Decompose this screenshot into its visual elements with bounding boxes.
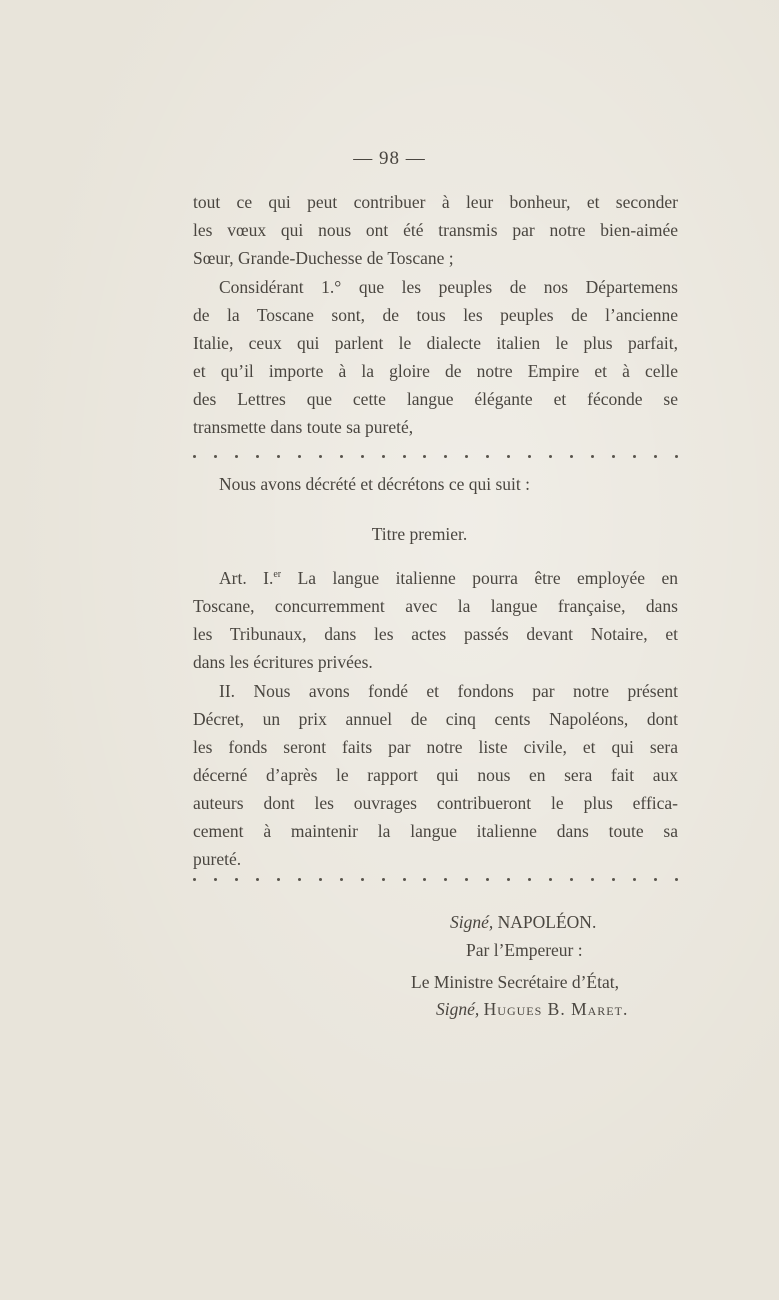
text-line: des Lettres que cette langue élégante et féconde se — [193, 389, 678, 409]
text-line: cement à maintenir la langue italienne dans toute sa — [193, 821, 678, 841]
signe-label: Signé, — [450, 912, 494, 932]
text-line: les Tribunaux, dans les actes passés devant Notaire, et — [193, 624, 678, 644]
par-lempereur: Par l’Empereur : — [466, 940, 583, 960]
text-line: et qu’il importe à la gloire de notre Empire et à celle — [193, 361, 678, 381]
text-line: décerné d’après le rapport qui nous en sera fait aux — [193, 765, 678, 785]
signatory-name: Hugues B. Maret. — [483, 999, 629, 1019]
text-line: de la Toscane sont, de tous les peuples de l’ancienne — [193, 305, 678, 325]
text-line: auteurs dont les ouvrages contribueront le plus effica- — [193, 793, 678, 813]
signature-napoleon — [450, 912, 596, 933]
text-line: dans les écritures privées. — [193, 652, 373, 672]
text-line: les vœux qui nous ont été transmis par notre bien-aimée — [193, 220, 678, 240]
text-line: La langue italienne pourra être employée en — [281, 568, 679, 588]
signe-label: Signé, — [436, 999, 480, 1019]
text-line: Nous avons décrété et décrétons ce qui suit : — [219, 474, 531, 494]
decree-statement — [193, 470, 678, 498]
text-line: Sœur, Grande-Duchesse de Toscane ; — [193, 248, 454, 268]
article-1 — [193, 564, 678, 676]
article-label-sup: er — [273, 569, 282, 581]
text-line: Toscane, concurremment avec la langue française, dans — [193, 596, 678, 616]
ministre-line: Le Ministre Secrétaire d’État, — [411, 972, 619, 992]
text-line: Considérant 1.° que les peuples de nos Départemens — [219, 277, 678, 297]
section-title: Titre premier. — [371, 524, 468, 544]
text-line: les fonds seront faits par notre liste civile, et qui sera — [193, 737, 678, 757]
text-line: tout ce qui peut contribuer à leur bonheur, et seconder — [193, 192, 678, 212]
paragraph-intro — [193, 188, 678, 272]
article-1-first-line — [193, 564, 678, 592]
text-line: Italie, ceux qui parlent le dialecte italien le plus parfait, — [193, 333, 678, 353]
paragraph-considerant — [193, 273, 678, 441]
article-label: Art. I. — [219, 568, 274, 588]
text-line: Décret, un prix annuel de cinq cents Napoléons, dont — [193, 709, 678, 729]
dotted-separator — [193, 878, 678, 881]
signature-maret — [436, 999, 628, 1020]
dotted-separator — [193, 455, 678, 458]
page-number: — 98 — — [353, 148, 426, 169]
text-line: II. Nous avons fondé et fondons par notre présent — [219, 681, 678, 701]
text-line: pureté. — [193, 849, 242, 869]
text-line: transmette dans toute sa pureté, — [193, 417, 414, 437]
signatory-name: NAPOLÉON. — [497, 912, 597, 932]
article-2 — [193, 677, 678, 873]
